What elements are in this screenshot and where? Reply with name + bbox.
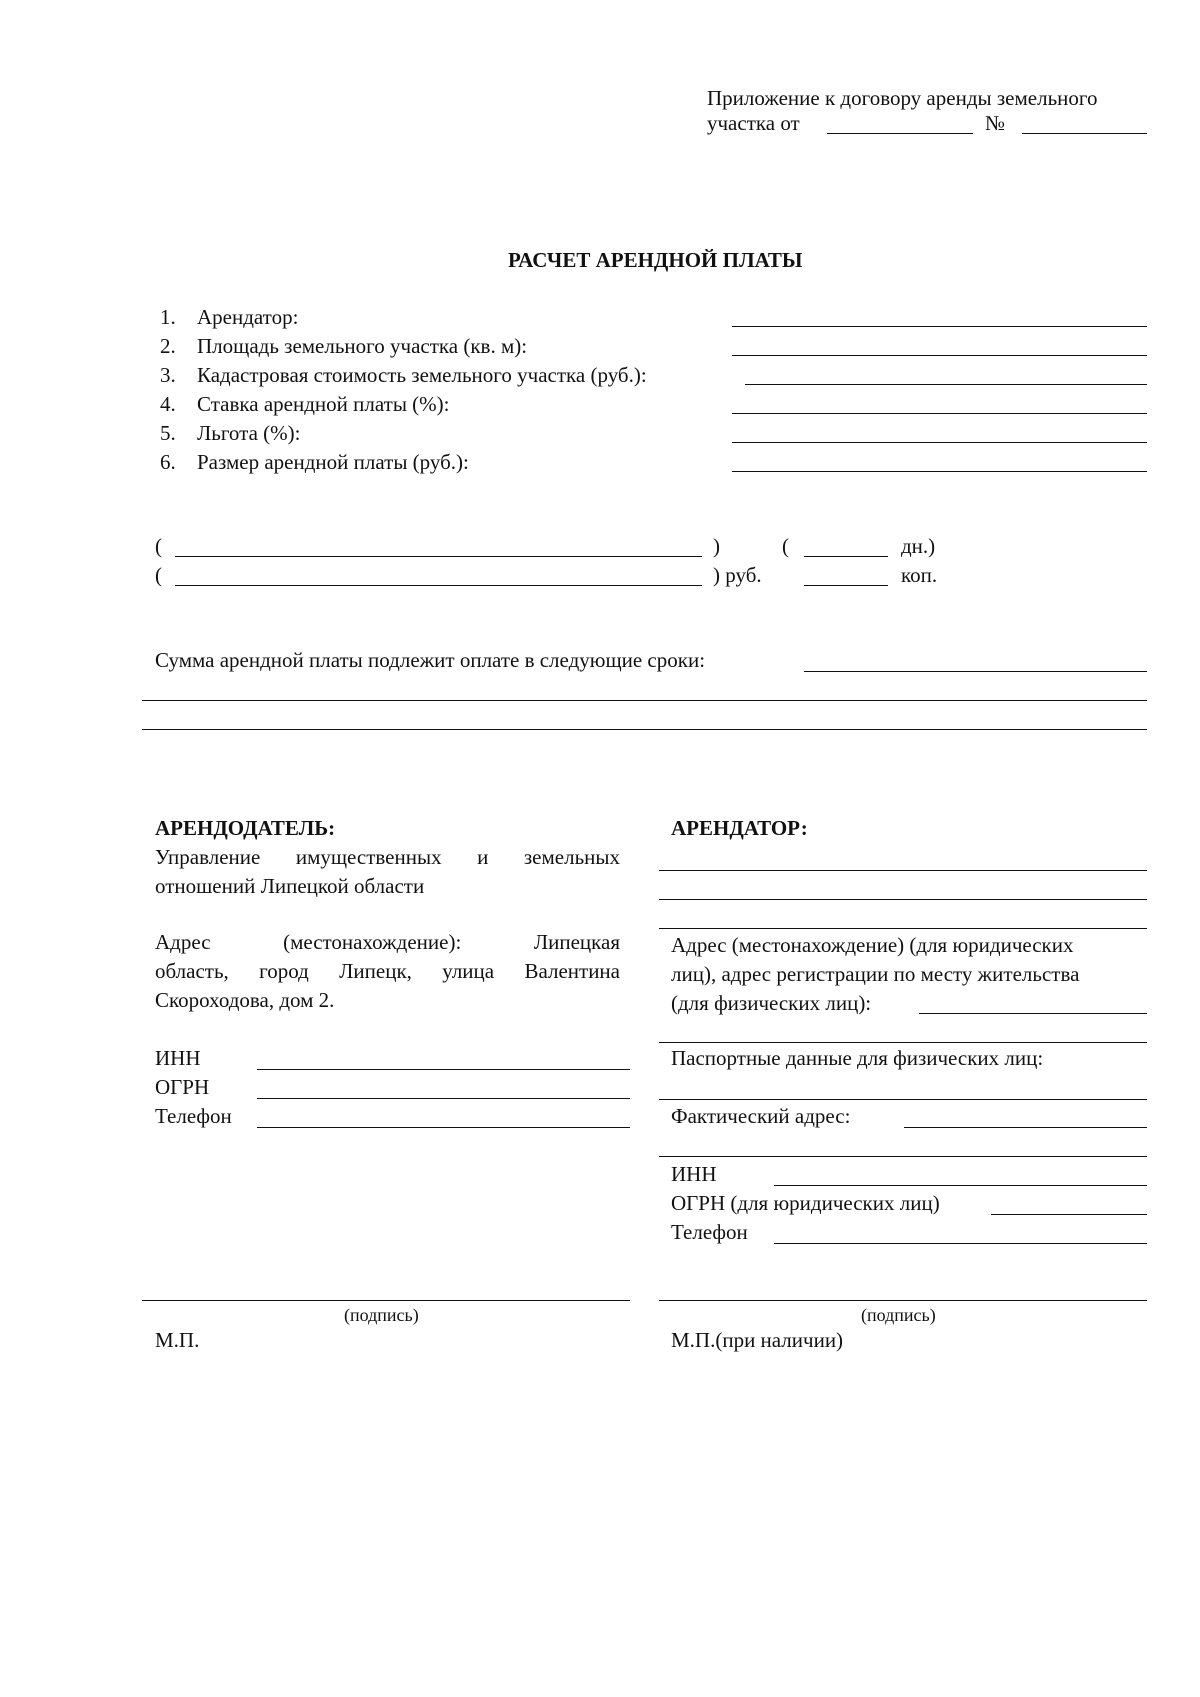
landlord-inn-field[interactable] [257,1069,630,1070]
landlord-address-line-1: Адрес (местонахождение): Липецкая [155,930,620,954]
item-label-rent-amount: Размер арендной платы (руб.): [197,450,469,474]
landlord-phone-label: Телефон [155,1104,232,1128]
landlord-phone-field[interactable] [257,1127,630,1128]
payment-terms-field[interactable] [804,671,1147,672]
tenant-address-line-1: Адрес (местонахождение) (для юридических [671,933,1074,957]
tenant-actual-address-field[interactable] [904,1127,1147,1128]
amount-in-words-field[interactable] [175,556,702,557]
header-line-2: участка от [707,111,800,135]
days-open-paren: ( [782,534,789,558]
tenant-phone-label: Телефон [671,1220,748,1244]
kopecks-field[interactable] [804,585,888,586]
landlord-org-line-2: отношений Липецкой области [155,874,425,898]
rubles-in-words-field[interactable] [175,585,702,586]
contract-date-field[interactable] [827,133,973,134]
page-title: РАСЧЕТ АРЕНДНОЙ ПЛАТЫ [508,248,803,272]
rub-label: ) руб. [713,563,762,587]
tenant-name-field-1[interactable] [659,870,1147,871]
open-paren: ( [155,534,162,558]
payment-terms-line-3[interactable] [142,729,1147,730]
item-field-tenant[interactable] [732,326,1147,327]
landlord-heading: АРЕНДОДАТЕЛЬ: [155,816,336,840]
item-number: 5. [160,421,176,445]
item-number: 1. [160,305,176,329]
days-label: дн.) [901,534,936,558]
open-paren: ( [155,563,162,587]
tenant-stamp-label: М.П.(при наличии) [671,1328,844,1352]
item-label-cadastral-value: Кадастровая стоимость земельного участка (руб.): [197,363,647,387]
days-field[interactable] [804,556,888,557]
tenant-actual-address-field-2[interactable] [659,1156,1147,1157]
landlord-inn-label: ИНН [155,1046,201,1070]
item-label-rate: Ставка арендной платы (%): [197,392,450,416]
contract-number-field[interactable] [1022,133,1147,134]
landlord-ogrn-label: ОГРН [155,1075,210,1099]
landlord-address-line-3: Скороходова, дом 2. [155,988,335,1012]
landlord-signature-line[interactable] [142,1300,630,1301]
tenant-signature-line[interactable] [659,1300,1147,1301]
item-number: 2. [160,334,176,358]
tenant-passport-label: Паспортные данные для физических лиц: [671,1046,1044,1070]
tenant-address-field-2[interactable] [659,1042,1147,1043]
tenant-heading: АРЕНДАТОР: [671,816,808,840]
payment-terms-label: Сумма арендной платы подлежит оплате в следующие сроки: [155,648,706,672]
tenant-passport-field[interactable] [659,1099,1147,1100]
item-field-cadastral-value[interactable] [745,384,1147,385]
item-field-rate[interactable] [732,413,1147,414]
tenant-name-field-3[interactable] [659,928,1147,929]
header-line-1: Приложение к договору аренды земельного [707,86,1098,110]
item-field-discount[interactable] [732,442,1147,443]
tenant-address-field[interactable] [919,1013,1147,1014]
number-sign: № [985,111,1006,135]
tenant-name-field-2[interactable] [659,899,1147,900]
tenant-inn-label: ИНН [671,1162,717,1186]
tenant-ogrn-field[interactable] [991,1214,1147,1215]
item-number: 4. [160,392,176,416]
item-field-area[interactable] [732,355,1147,356]
close-paren: ) [713,534,720,558]
item-label-discount: Льгота (%): [197,421,301,445]
kop-label: коп. [901,563,938,587]
tenant-phone-field[interactable] [774,1243,1147,1244]
item-number: 3. [160,363,176,387]
tenant-actual-address-label: Фактический адрес: [671,1104,851,1128]
landlord-ogrn-field[interactable] [257,1098,630,1099]
tenant-address-line-2: лиц), адрес регистрации по месту жительства [671,962,1080,986]
payment-terms-line-2[interactable] [142,700,1147,701]
item-label-tenant: Арендатор: [197,305,299,329]
item-number: 6. [160,450,176,474]
landlord-org-line-1: Управление имущественных и земельных [155,845,620,869]
item-field-rent-amount[interactable] [732,471,1147,472]
landlord-signature-caption: (подпись) [344,1305,419,1325]
tenant-signature-caption: (подпись) [861,1305,936,1325]
tenant-ogrn-label: ОГРН (для юридических лиц) [671,1191,940,1215]
tenant-address-line-3: (для физических лиц): [671,991,872,1015]
item-label-area: Площадь земельного участка (кв. м): [197,334,528,358]
landlord-address-line-2: область, город Липецк, улица Валентина [155,959,620,983]
tenant-inn-field[interactable] [774,1185,1147,1186]
landlord-stamp-label: М.П. [155,1328,200,1352]
